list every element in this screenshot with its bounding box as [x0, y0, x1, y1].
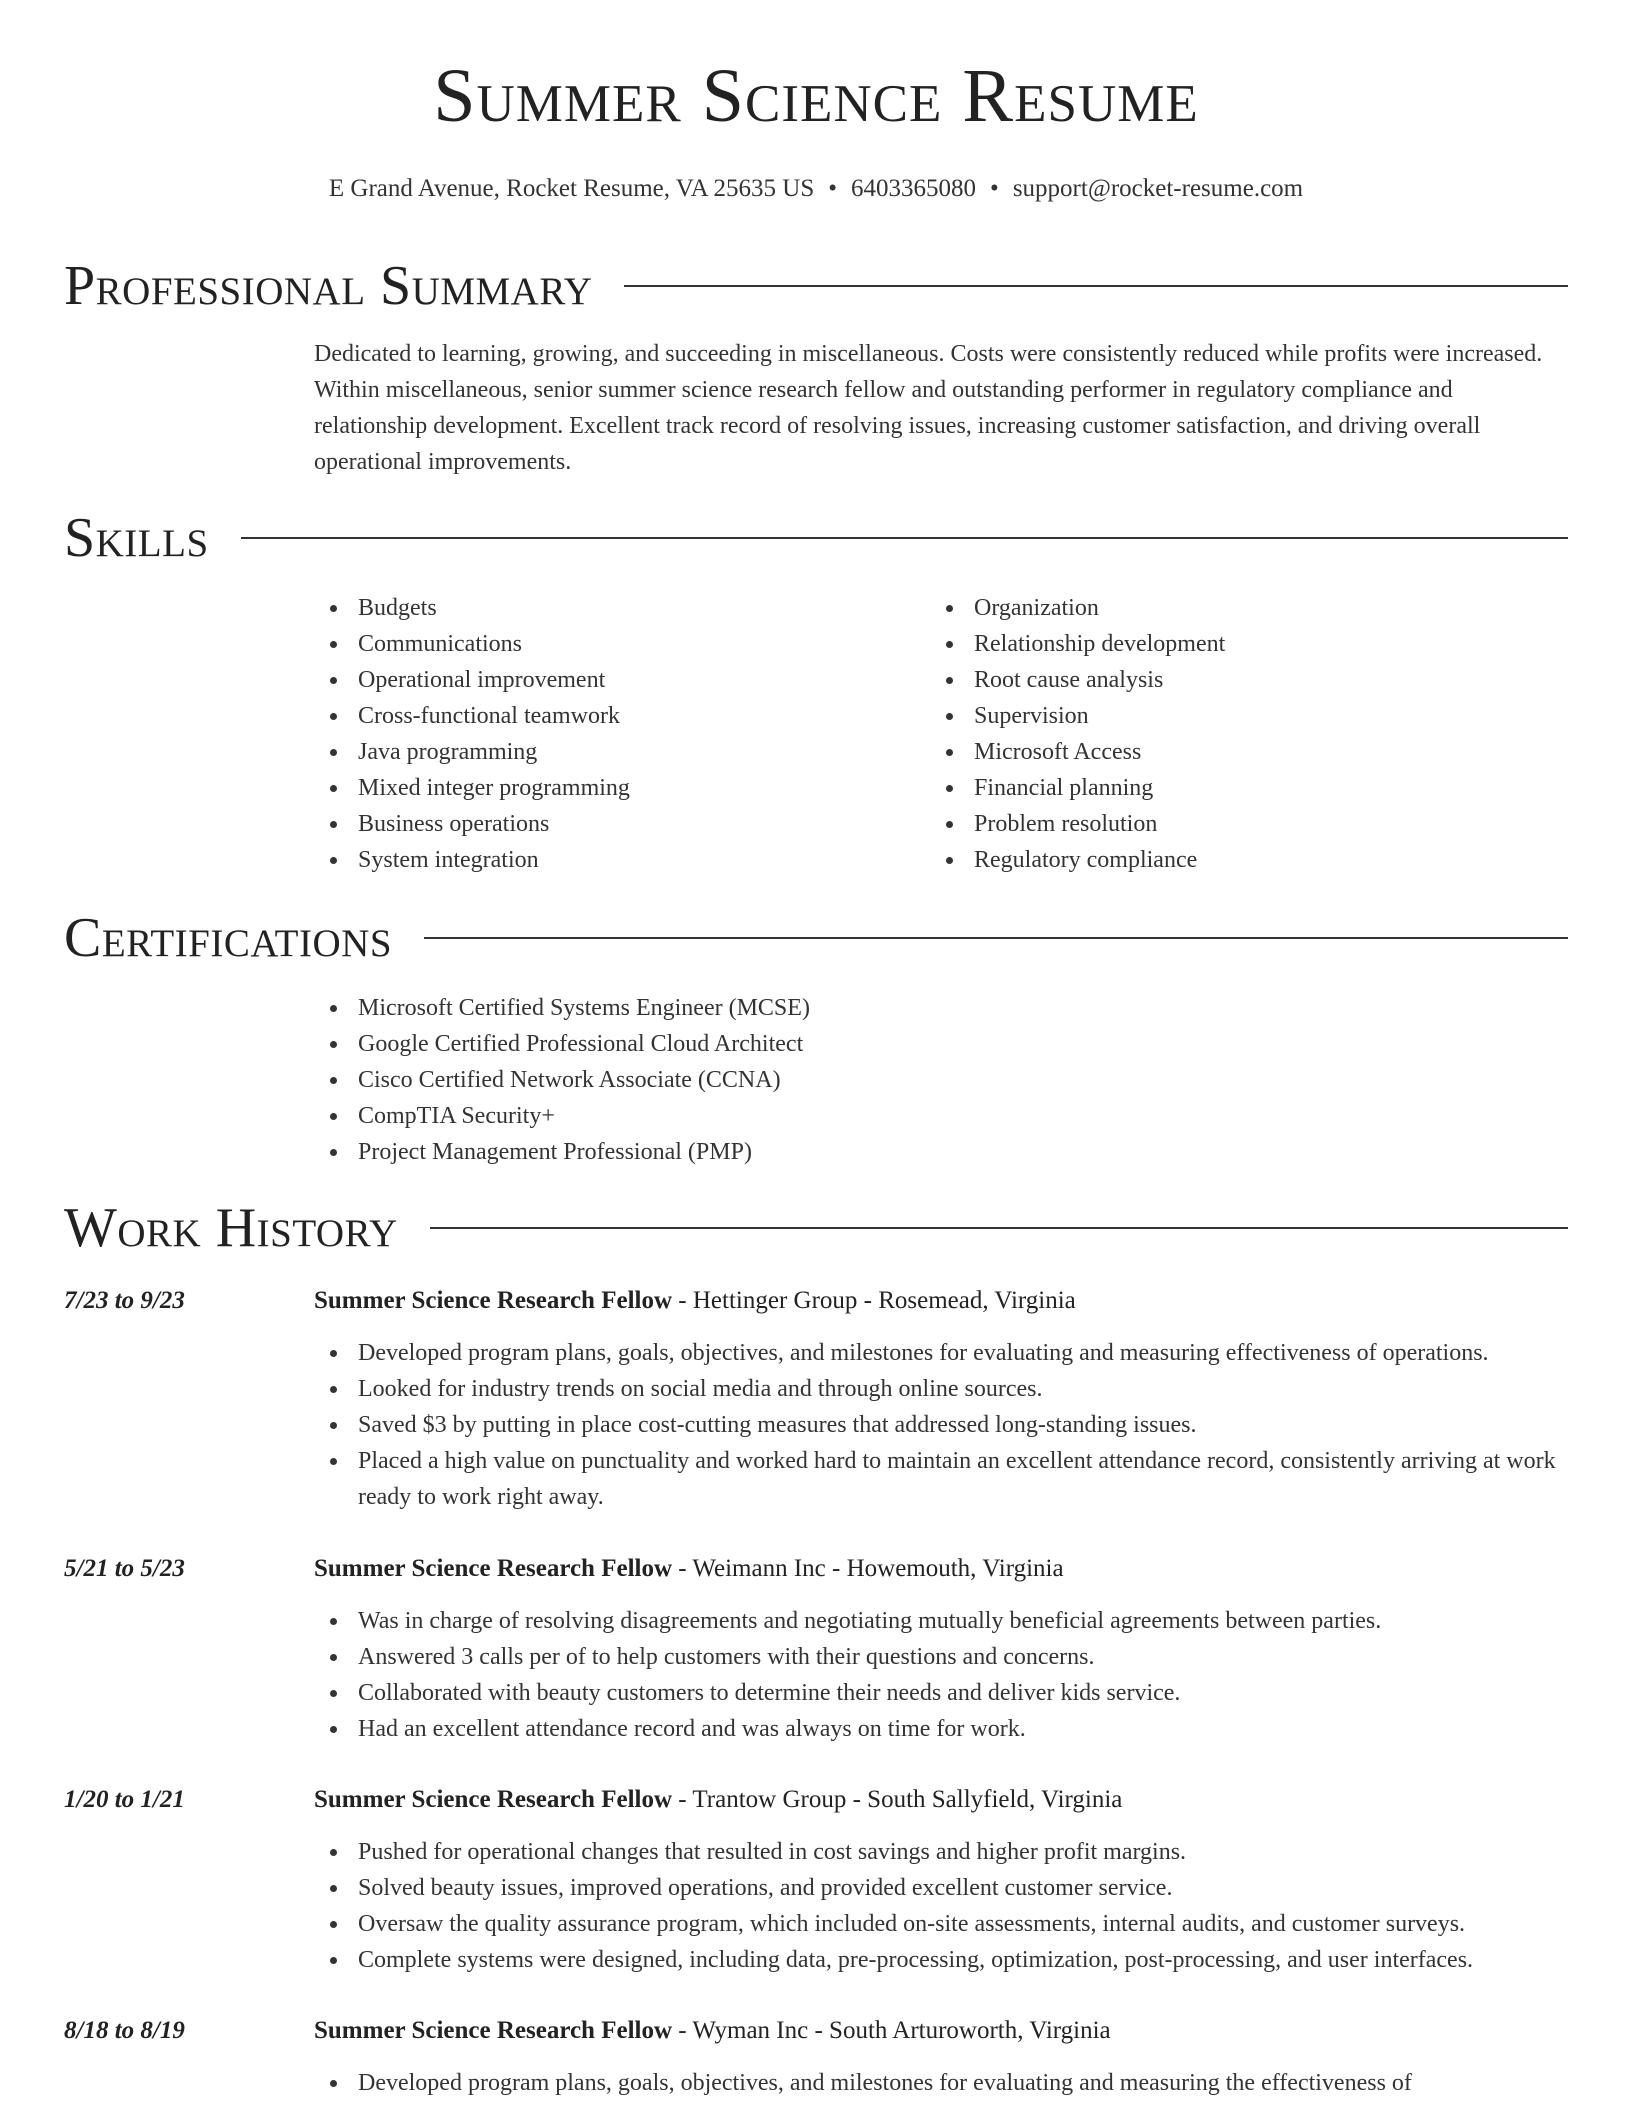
contact-separator: • — [990, 175, 999, 202]
section-title-certifications: Certifications — [64, 907, 393, 969]
job-dates: 5/21 to 5/23 — [64, 1555, 185, 1582]
job-bullet: Pushed for operational changes that resulted in cost savings and higher profit margins. — [314, 1834, 1570, 1870]
contact-phone: 6403365080 — [851, 175, 977, 202]
job-title-line — [314, 1551, 1570, 1587]
skills-list-right — [930, 590, 1530, 878]
skills-list-left — [314, 590, 914, 878]
skill-item: Organization — [930, 590, 1530, 626]
job-bullet: Was in charge of resolving disagreements and negotiating mutually beneficial agreements between parties. — [314, 1603, 1570, 1639]
skill-item: Relationship development — [930, 626, 1530, 662]
skill-item: Problem resolution — [930, 806, 1530, 842]
job-bullet: Had an excellent attendance record and was always on time for work. — [314, 1711, 1570, 1747]
job-bullet: Complete systems were designed, including data, pre-processing, optimization, post-processing, and user interfaces. — [314, 1942, 1570, 1978]
job-company-location: - Weimann Inc - Howemouth, Virginia — [672, 1555, 1064, 1582]
contact-separator: • — [828, 175, 838, 202]
job-title-line — [314, 1782, 1570, 1818]
certification-item: Cisco Certified Network Associate (CCNA) — [314, 1062, 1570, 1098]
section-title-work-history: Work History — [64, 1197, 398, 1259]
skill-item: Mixed integer programming — [314, 770, 914, 806]
certification-item: Microsoft Certified Systems Engineer (MCSE) — [314, 990, 1570, 1026]
job-title-line — [314, 1283, 1570, 1319]
section-title-summary: Professional Summary — [64, 255, 593, 317]
section-header-work-history — [64, 1196, 1568, 1260]
job-bullet: Developed program plans, goals, objectives, and milestones for evaluating and measuring the effectiveness of — [314, 2065, 1570, 2101]
job-bullets — [314, 1335, 1570, 1515]
skill-item: Supervision — [930, 698, 1530, 734]
job-dates: 8/18 to 8/19 — [64, 2017, 185, 2044]
job-company-location: - Trantow Group - South Sallyfield, Virginia — [672, 1786, 1123, 1813]
job-bullets — [314, 1834, 1570, 1978]
skill-item: Operational improvement — [314, 662, 914, 698]
skill-item: Microsoft Access — [930, 734, 1530, 770]
job-role: Summer Science Research Fellow — [314, 1287, 673, 1314]
job-bullet: Answered 3 calls per of to help customers with their questions and concerns. — [314, 1639, 1570, 1675]
job-bullets — [314, 1603, 1570, 1747]
skill-item: Communications — [314, 626, 914, 662]
job-bullet: Saved $3 by putting in place cost-cutting measures that addressed long-standing issues. — [314, 1407, 1570, 1443]
section-header-summary — [64, 254, 1568, 318]
skill-item: Business operations — [314, 806, 914, 842]
skill-item: Cross-functional teamwork — [314, 698, 914, 734]
certification-item: Project Management Professional (PMP) — [314, 1134, 1570, 1170]
skill-item: Regulatory compliance — [930, 842, 1530, 878]
job-role: Summer Science Research Fellow — [314, 2017, 673, 2044]
contact-line — [0, 176, 1632, 201]
section-divider — [424, 937, 1568, 939]
certification-item: CompTIA Security+ — [314, 1098, 1570, 1134]
skill-item: Financial planning — [930, 770, 1530, 806]
job-dates: 7/23 to 9/23 — [64, 1287, 185, 1314]
job-dates: 1/20 to 1/21 — [64, 1786, 185, 1813]
job-role: Summer Science Research Fellow — [314, 1786, 673, 1813]
section-header-skills — [64, 506, 1568, 570]
skill-item: Root cause analysis — [930, 662, 1530, 698]
contact-address: E Grand Avenue, Rocket Resume, VA 25635 US — [328, 175, 815, 202]
job-title-line — [314, 2013, 1570, 2049]
job-bullet: Placed a high value on punctuality and worked hard to maintain an excellent attendance record, consistently arriving at work ready to work right away. — [314, 1443, 1570, 1515]
skill-item: Budgets — [314, 590, 914, 626]
certification-item: Google Certified Professional Cloud Architect — [314, 1026, 1570, 1062]
section-title-skills: Skills — [64, 507, 209, 569]
section-divider — [430, 1227, 1568, 1229]
job-company-location: - Wyman Inc - South Arturoworth, Virginia — [672, 2017, 1111, 2044]
skill-item: System integration — [314, 842, 914, 878]
contact-email: support@rocket-resume.com — [1012, 175, 1304, 202]
resume-name: Summer Science Resume — [433, 54, 1199, 138]
job-bullet: Oversaw the quality assurance program, which included on-site assessments, internal audits, and customer surveys. — [314, 1906, 1570, 1942]
skill-item: Java programming — [314, 734, 914, 770]
job-bullets — [314, 2065, 1570, 2101]
certifications-list — [314, 990, 1570, 1170]
job-company-location: - Hettinger Group - Rosemead, Virginia — [672, 1287, 1076, 1314]
section-divider — [241, 537, 1568, 539]
job-bullet: Collaborated with beauty customers to determine their needs and deliver kids service. — [314, 1675, 1570, 1711]
section-header-certifications — [64, 906, 1568, 970]
job-bullet: Developed program plans, goals, objectives, and milestones for evaluating and measuring effectiveness of operations. — [314, 1335, 1570, 1371]
section-divider — [624, 285, 1568, 287]
job-bullet: Solved beauty issues, improved operations, and provided excellent customer service. — [314, 1870, 1570, 1906]
summary-text: Dedicated to learning, growing, and succeeding in miscellaneous. Costs were consistently reduced while profits were increased. Within miscellaneous, senior summer science research fellow and outstanding performer in regulatory compliance and relationship development. Excellent track record of resolving issues, increasing customer satisfaction, and driving overall operational improvements. — [314, 341, 1543, 475]
job-role: Summer Science Research Fellow — [314, 1555, 673, 1582]
job-bullet: Looked for industry trends on social media and through online sources. — [314, 1371, 1570, 1407]
